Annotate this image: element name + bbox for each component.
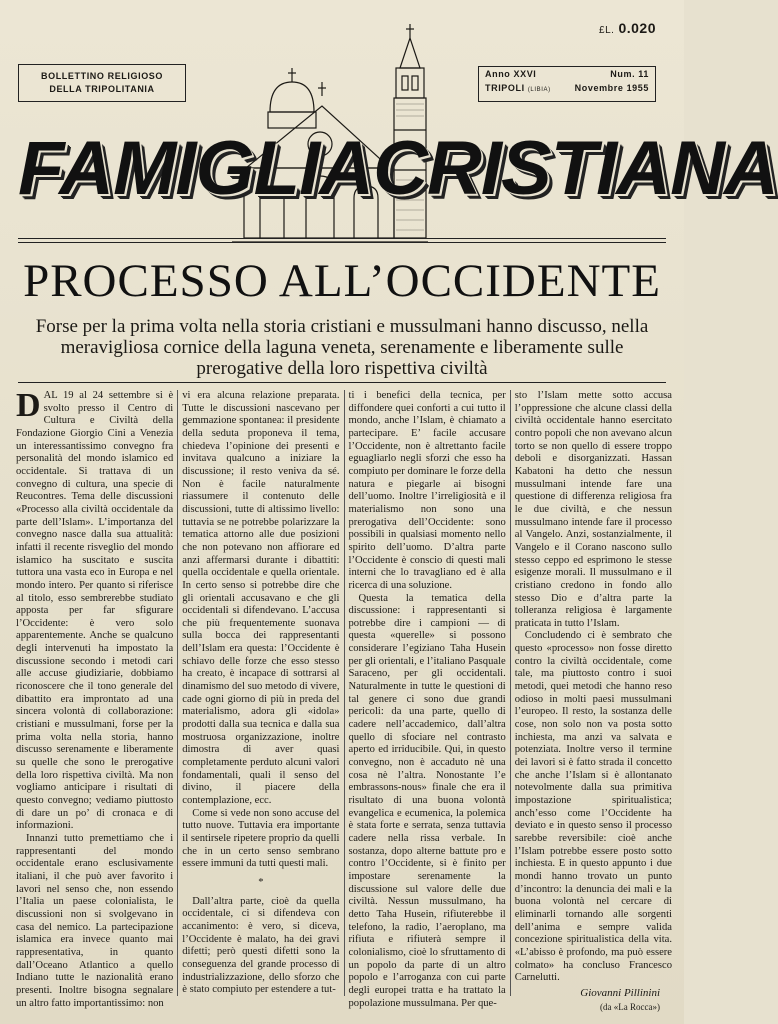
rule-top <box>18 238 666 239</box>
column-1-paragraph-1: AL 19 al 24 settembre si è svolto presso il Centro di Cultura e Civiltà della Fondazione Giorgio Cini a Venezia un interessantissimo convegno fra personalità del mondo islamico ed occidentale. Si trattava di un convegno di cultura, una specie di Reucontres. Tema delle discussioni «Processo alla civiltà occidentale da parte dell’Islam». L’importanza del convegno nasce dalla sua attualità: infatti il recente risveglio del mondo islamico ha suscitato e suscita tuttora una vasta eco in Europa e nel mondo intero. Per quanto si riferisce al titolo, esso sembrerebbe studiato apposta per far sfigurare l’Occidente: è vero solo apparentemente. Anche se qualcuno degli intervenuti ha impostato la discussione secondo i metodi cari alle accuse giudiziarie, dobbiamo riconoscere che il tono generale del dibattito era improntato ad una sincera volontà di collaborazione: cristiani e mussulmani, forse per la prima volta nella storia, hanno discusso serenamente e liberamente su quelle che sono le prerogative della loro rispettiva civiltà. Ma non vogliamo anticipare i risultati di questo convegno; vediamo piuttosto di dare un po’ di cronaca e di informazioni. <box>16 390 174 832</box>
column-2-paragraph-3: Dall’altra parte, cioè da quella occidentale, ci si difendeva con accanimento: è vero, si diceva, l’Occidente è malato, ha dei gravi difetti; però questi difetti sono la conseguenza del grande processo di industrializzazione, dello sforzo che è stato compiuto per estendere a tut- <box>182 895 340 996</box>
drop-cap: D <box>16 387 41 424</box>
rule-deck <box>18 382 666 383</box>
price <box>599 20 656 36</box>
article-column-3 <box>345 390 511 1009</box>
subtitle-line-2: DELLA TRIPOLITANIA <box>49 84 155 94</box>
article-deck: Forse per la prima volta nella storia cristiani e mussulmani hanno discusso, nella meravigliosa cornice della laguna veneta, serenamente e liberamente sulle prerogative della loro rispettiva civiltà <box>35 316 649 379</box>
issue-number: Num. 11 <box>610 69 649 79</box>
subtitle-line-1: BOLLETTINO RELIGIOSO <box>41 71 163 81</box>
subtitle-box <box>18 64 186 102</box>
column-4-paragraph-1: sto l’Islam mette sotto accusa l’oppressione che alcune classi della civiltà occidentale hanno esercitato contro popoli che non avevano alcun torto se non quello di essere troppo deboli e disorganizzati. Hassan Kabatoni ha detto che nessun mussulmani intende fare una questione di differenza religiosa fra le due civiltà, e che nessun mussulmano intende fare il processo al Vangelo. Anzi, sostanzialmente, il Vangelo e il Corano nascono sullo stesso ceppo ed esprimono le stesse esigenze morali. Il mussulmano e il cristiano credono in fondo allo stesso Dio e d’altra parte la tolleranza religiosa è largamente praticata in tutto l’Islam. <box>514 390 672 629</box>
author-signature <box>580 986 660 1014</box>
article-column-2 <box>178 390 344 996</box>
article-headline: PROCESSO ALL’OCCIDENTE <box>23 255 661 307</box>
rule-top-2 <box>18 242 666 243</box>
column-3-paragraph-1: ti i benefici della tecnica, per diffondere quei conforti a cui tutto il mondo, anche l’Islam, è chiamato a partecipare. E’ facile accusare l’Occidente, non è altrettanto facile eguagliarlo negli sforzi che esso ha compiuto per dominare le forze della natura e piegarle ai bisogni dell’uomo. Inoltre l’irreligiosità e il materialismo non sono una prerogativa dell’Occidente: sono possibili in qualsiasi momento nello spirito dell’uomo. D’altra parte l’Occidente è conscio di questi mali interni che lo travagliano ed è alla ricerca di una soluzione. <box>348 390 506 591</box>
column-2-paragraph-1: vi era alcuna relazione preparata. Tutte le discussioni nascevano per gemmazione spontanea: il presidente della seduta proponeva il tema, chiedeva l’opinione dei presenti e invitava qualcuno a iniziare la discussione; il resto veniva da sé. Non è facile naturalmente riassumere il contenuto delle discussioni, tutte di altissimo livello: tuttavia se ne potrebbe polarizzare la tematica attorno alle due posizioni che non potevano non affiorare ed anzi affermarsi durante i dibattiti: quella occidentale e quella orientale. In certo senso si potrebbe dire che gli orientali accusavano e che gli occidentali si difendevano. L’accusa che più frequentemente suonava sulla bocca dei rappresentanti dell’Islam era questa: l’Occidente è schiavo delle forze che esso stesso ha creato, è incapace di sottrarsi al dinamismo del suo metodo di vivere, cade ogni giorno di più in preda del materialismo, adora gli «idola» prodotti dalla sua tecnica e dalla sua mostruosa organizzazione, inoltre dimostra di aver quasi completamente perduto alcuni valori fondamentali, quali il senso del divino, il piacere della contemplazione, ecc. <box>182 390 340 806</box>
article-column-4 <box>511 390 676 996</box>
issue-date: Novembre 1955 <box>574 83 649 93</box>
author-name: Giovanni Pillinini <box>580 987 660 999</box>
issue-city: TRIPOLI <box>485 83 525 93</box>
issue-year: Anno XXVI <box>485 69 537 79</box>
article-column-1 <box>12 387 178 1009</box>
column-3-paragraph-2: Questa la tematica della discussione: i rappresentanti si potrebbe dire i campioni — di questa «querelle» si possono considerare l’egiziano Taha Husein per gli orientali, e l’italiano Pasquale Saraceno, per gli occidentali. Naturalmente in tutte le questioni di tal genere ci sono due grandi pericoli: da una parte, quello di cadere nell’accademico, dall’altra quello di sfociare nel contrasto aperto ed irriducibile. Qui, in questo convegno, non è accaduto nè una cosa nè l’altra. Nonostante l’e embrassons-nous» finale che era il risultato di una buona volontà evangelica e ecumenica, la polemica è stata forte e serrata, senza tuttavia cadere nella rissa verbale. In sostanza, dopo alterne battute pro e contro l’Occidente, si è finito per impostare serenamente la discussione sul valore delle due civiltà. Nessun mussulmano, ha detto Taha Husein, rifiuterebbe il telefono, la radio, l’aeroplano, ma rifiuta e rifiuterà sempre il colonialismo, cioè lo sfruttamento di un popolo da parte di un altro popolo e l’arroganza con cui parte degli europei tratta e ha trattato la popolazione mussulmana. Per que- <box>348 592 506 1009</box>
column-4-paragraph-2: Concludendo ci è sembrato che questo «processo» non fosse diretto contro la civiltà occidentale, come tale, ma piuttosto contro i suoi metodi, quei metodi che hanno reso odioso in molti paesi mussulmani l’europeo. Il resto, la sostanza delle cose, non solo non va posta sotto inchiesta, ma anzi va salvata e potenziata. Inoltre verso il termine dei lavori si è fatto strada il concetto che anche l’Islam si è allontanato notevolmente dalla sua primitiva impostazione spiritualistica; anch’esso come l’Occidente ha deviato e in questo senso il processo sarebbe reversibile: cioè anche l’Islam potrebbe essere posto sotto inchiesta. E in questo appunto i due mondi hanno trovato un punto d’incontro: la denuncia dei mali e la buona volontà nel cercare di eliminarli tornando alle sorgenti dell’anima e sempre valida concezione spiritualistica della vita. «L’abisso è profondo, ma può essere colmato» ha concluso Francesco Carnelutti. <box>514 630 672 984</box>
issue-region: (LIBIA) <box>527 87 551 93</box>
issue-box <box>478 66 656 102</box>
section-separator: * <box>258 876 264 888</box>
article-source: (da «La Rocca») <box>600 1002 660 1012</box>
masthead-word-2: CRISTIANA <box>373 125 778 211</box>
column-2-paragraph-2: Come si vede non sono accuse del tutto nuove. Tuttavia era importante il sentirsele ripetere proprio da quelli che in un certo senso sembrano essere immuni da tutti questi mali. <box>182 807 340 870</box>
masthead-word-1: FAMIGLIA <box>18 125 374 211</box>
price-currency: £L. <box>599 25 615 36</box>
masthead-title <box>18 118 778 218</box>
column-1-paragraph-2: Innanzi tutto premettiamo che i rappresentanti del mondo occidentale erano esclusivamente italiani, il che può aver favorito i lavori nel senso che, non essendo l’Italia un paese colonialista, le discussioni non si svolgevano in casa del nemico. La partecipazione islamica era invece quanto mai rappresentativa, in quanto dall’Oceano Atlantico a quello Indiano tutte le nazionalità erano presenti. Inoltre bisogna segnalare un altro fatto importantissimo: non <box>16 832 174 1009</box>
price-value: 0.020 <box>618 20 656 36</box>
